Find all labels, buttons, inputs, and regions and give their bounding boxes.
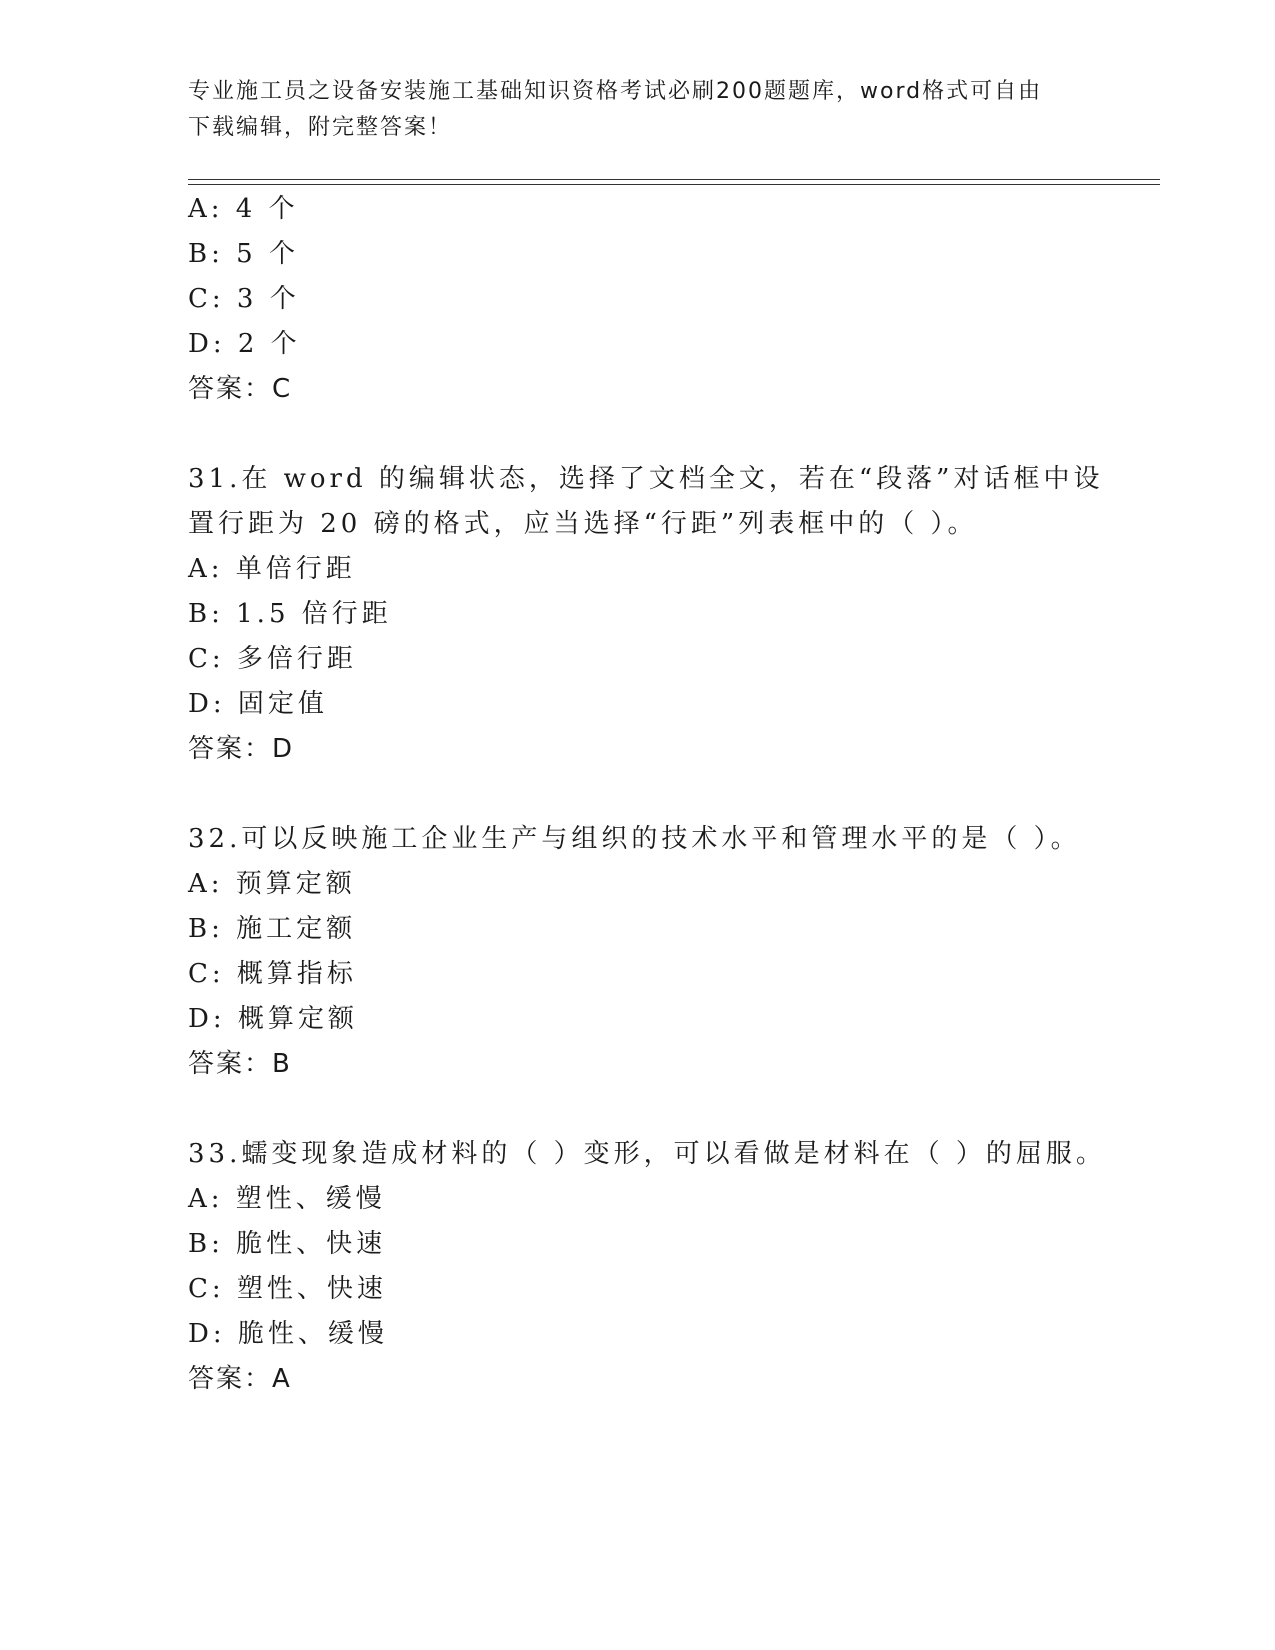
q30-option-b: B: 5 个 <box>188 239 299 269</box>
q32-answer: 答案：B <box>188 1049 292 1079</box>
q33-answer: 答案：A <box>188 1364 292 1394</box>
q32-option-c: C: 概算指标 <box>188 959 357 989</box>
q32-stem: 32.可以反映施工企业生产与组织的技术水平和管理水平的是（ ）。 <box>188 824 1081 854</box>
q30-option-c: C: 3 个 <box>188 284 300 314</box>
q31-option-b: B: 1.5 倍行距 <box>188 599 392 629</box>
q31-stem-line-1: 31.在 word 的编辑状态，选择了文档全文，若在“段落”对话框中设 <box>188 464 1104 494</box>
q33-option-d: D: 脆性、缓慢 <box>188 1319 388 1349</box>
document-header <box>188 74 1088 146</box>
q31-option-a: A: 单倍行距 <box>188 554 356 584</box>
q31-option-c: C: 多倍行距 <box>188 644 357 674</box>
q30-option-a: A: 4 个 <box>188 194 299 224</box>
q31-option-d: D: 固定值 <box>188 689 328 719</box>
q33-option-b: B: 脆性、快速 <box>188 1229 387 1259</box>
q33-option-a: A: 塑性、缓慢 <box>188 1184 386 1214</box>
header-line-1: 专业施工员之设备安装施工基础知识资格考试必刷200题题库，word格式可自由 <box>188 79 1043 104</box>
header-divider-top <box>188 179 1160 180</box>
q32-option-a: A: 预算定额 <box>188 869 356 899</box>
header-divider-bottom <box>188 184 1160 185</box>
q30-answer: 答案：C <box>188 374 293 404</box>
q33-stem: 33.蠕变现象造成材料的（ ）变形，可以看做是材料在（ ）的屈服。 <box>188 1139 1106 1169</box>
q31-stem-line-2: 置行距为 20 磅的格式，应当选择“行距”列表框中的（ ）。 <box>188 509 978 539</box>
q30-option-d: D: 2 个 <box>188 329 301 359</box>
q31-answer: 答案：D <box>188 734 295 764</box>
q32-option-b: B: 施工定额 <box>188 914 357 944</box>
q32-option-d: D: 概算定额 <box>188 1004 358 1034</box>
header-line-2: 下载编辑，附完整答案！ <box>188 115 453 140</box>
q33-option-c: C: 塑性、快速 <box>188 1274 387 1304</box>
